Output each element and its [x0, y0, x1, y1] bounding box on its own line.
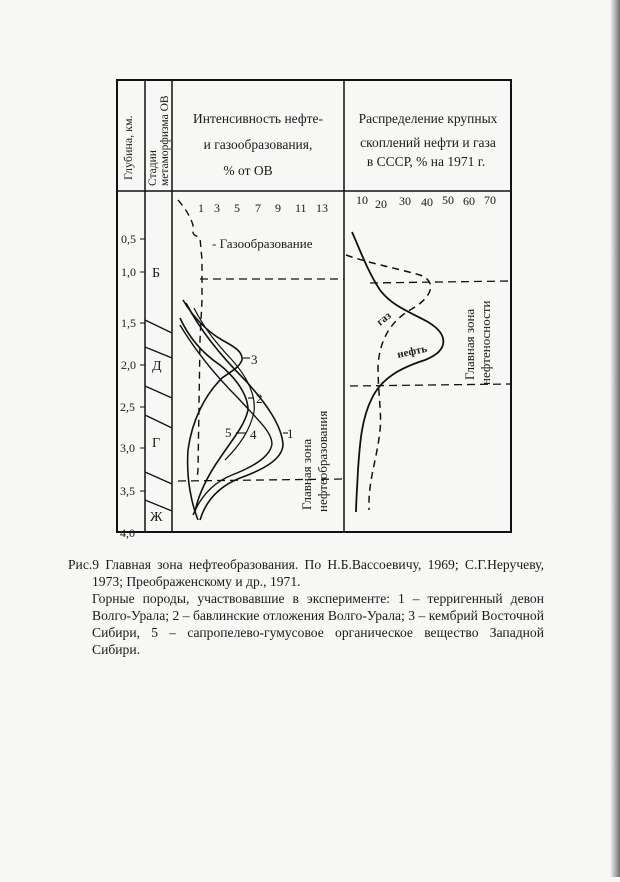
intensity-tick-label: 1: [198, 201, 204, 215]
zone-boundary-top-right: [370, 281, 511, 283]
caption-title: Рис.9 Главная зона нефтеобразования. По Н.Б.Вассоевичу, 1969; С.Г.Неручеву, 1973; Преображенскому и др., 1971.: [68, 557, 544, 589]
stage-label-zh: Ж: [150, 510, 163, 525]
intensity-tick-label: 9: [275, 201, 281, 215]
intensity-tick-label: 13: [316, 201, 328, 215]
curve-3-label: 3: [251, 352, 258, 367]
stage-boundaries: [145, 320, 172, 511]
distribution-tick-label: 40: [421, 195, 433, 209]
stage-boundary: [145, 472, 172, 484]
intensity-axis: [198, 201, 328, 215]
curve-5-label: 5: [225, 425, 232, 440]
depth-tick-label: 1,0: [121, 265, 136, 279]
intensity-tick-label: 5: [234, 201, 240, 215]
stage-boundary: [145, 386, 172, 398]
gas-formation-label: - Газообразование: [212, 236, 313, 251]
distribution-tick-label: 30: [399, 194, 411, 208]
oil-curve-label: нефть: [396, 342, 429, 361]
curve-2: [180, 318, 248, 512]
depth-tick-label: 3,5: [120, 484, 135, 498]
intensity-tick-label: 3: [214, 201, 220, 215]
intensity-tick-label: 11: [295, 201, 307, 215]
distribution-tick-label: 70: [484, 193, 496, 207]
stage-label-b: Б: [152, 266, 161, 281]
curve-2-label: 2: [256, 391, 263, 406]
oil-bearing-zone-label-1: Главная зона: [462, 308, 477, 380]
curve-1: [186, 303, 283, 520]
caption-body: Горные породы, участвовавшие в эксперименте: 1 – терригенный девон Волго-Урала; 2 – бавлинские отложения Волго-Урала; 3 – кембрий Восточной Сибири, 5 – сапропелево-гумусовое органическое вещество Западной Сибири.: [92, 591, 544, 657]
figure-caption: [68, 556, 544, 658]
curve-1-label: 1: [287, 426, 294, 441]
stage-boundary: [145, 320, 172, 333]
depth-tick-label: 1,5: [121, 316, 136, 330]
distribution-tick-label: 60: [463, 194, 475, 208]
distribution-tick-label: 20: [375, 197, 387, 211]
intensity-header-1: Интенсивность нефте-: [193, 111, 323, 126]
intensity-tick-label: 7: [255, 201, 261, 215]
depth-tick-label: 2,5: [120, 400, 135, 414]
oil-formation-curves: [180, 300, 288, 520]
distribution-header-1: Распределение крупных: [358, 111, 498, 126]
stage-label-g: Г: [152, 436, 161, 451]
scan-edge-shadow: [610, 0, 620, 877]
stages-header-1: Стадии: [147, 150, 159, 186]
depth-tick-label: 0,5: [121, 232, 136, 246]
depth-header: Глубина, км.: [121, 115, 135, 180]
gas-curve-label: газ: [374, 309, 394, 329]
distribution-header-2: скоплений нефти и газа: [360, 135, 496, 150]
stage-boundary: [145, 415, 172, 428]
distribution-tick-label: 50: [442, 193, 454, 207]
curve-4-label: 4: [250, 427, 257, 442]
intensity-header-3: % от ОВ: [223, 163, 273, 178]
distribution-tick-label: 10: [356, 193, 368, 207]
depth-tick-label: 2,0: [121, 358, 136, 372]
oil-distribution-curve: [352, 232, 443, 512]
oil-main-zone-label-1: Главная зона: [299, 438, 314, 510]
depth-axis: [120, 232, 145, 540]
stage-boundary: [145, 347, 172, 358]
oil-main-zone-label-2: нефтеобразования: [315, 410, 330, 512]
stages-header-2: метаморфизма ОВ: [159, 95, 171, 186]
distribution-axis: [356, 193, 496, 211]
stage-label-d: Д: [152, 359, 162, 374]
distribution-header-3: в СССР, % на 1971 г.: [366, 154, 486, 169]
depth-tick-label: 4,0: [120, 526, 135, 540]
oil-bearing-zone-label-2: нефтеносности: [478, 300, 493, 385]
depth-tick-label: 3,0: [120, 441, 135, 455]
intensity-header-2: и газообразования,: [203, 137, 313, 152]
